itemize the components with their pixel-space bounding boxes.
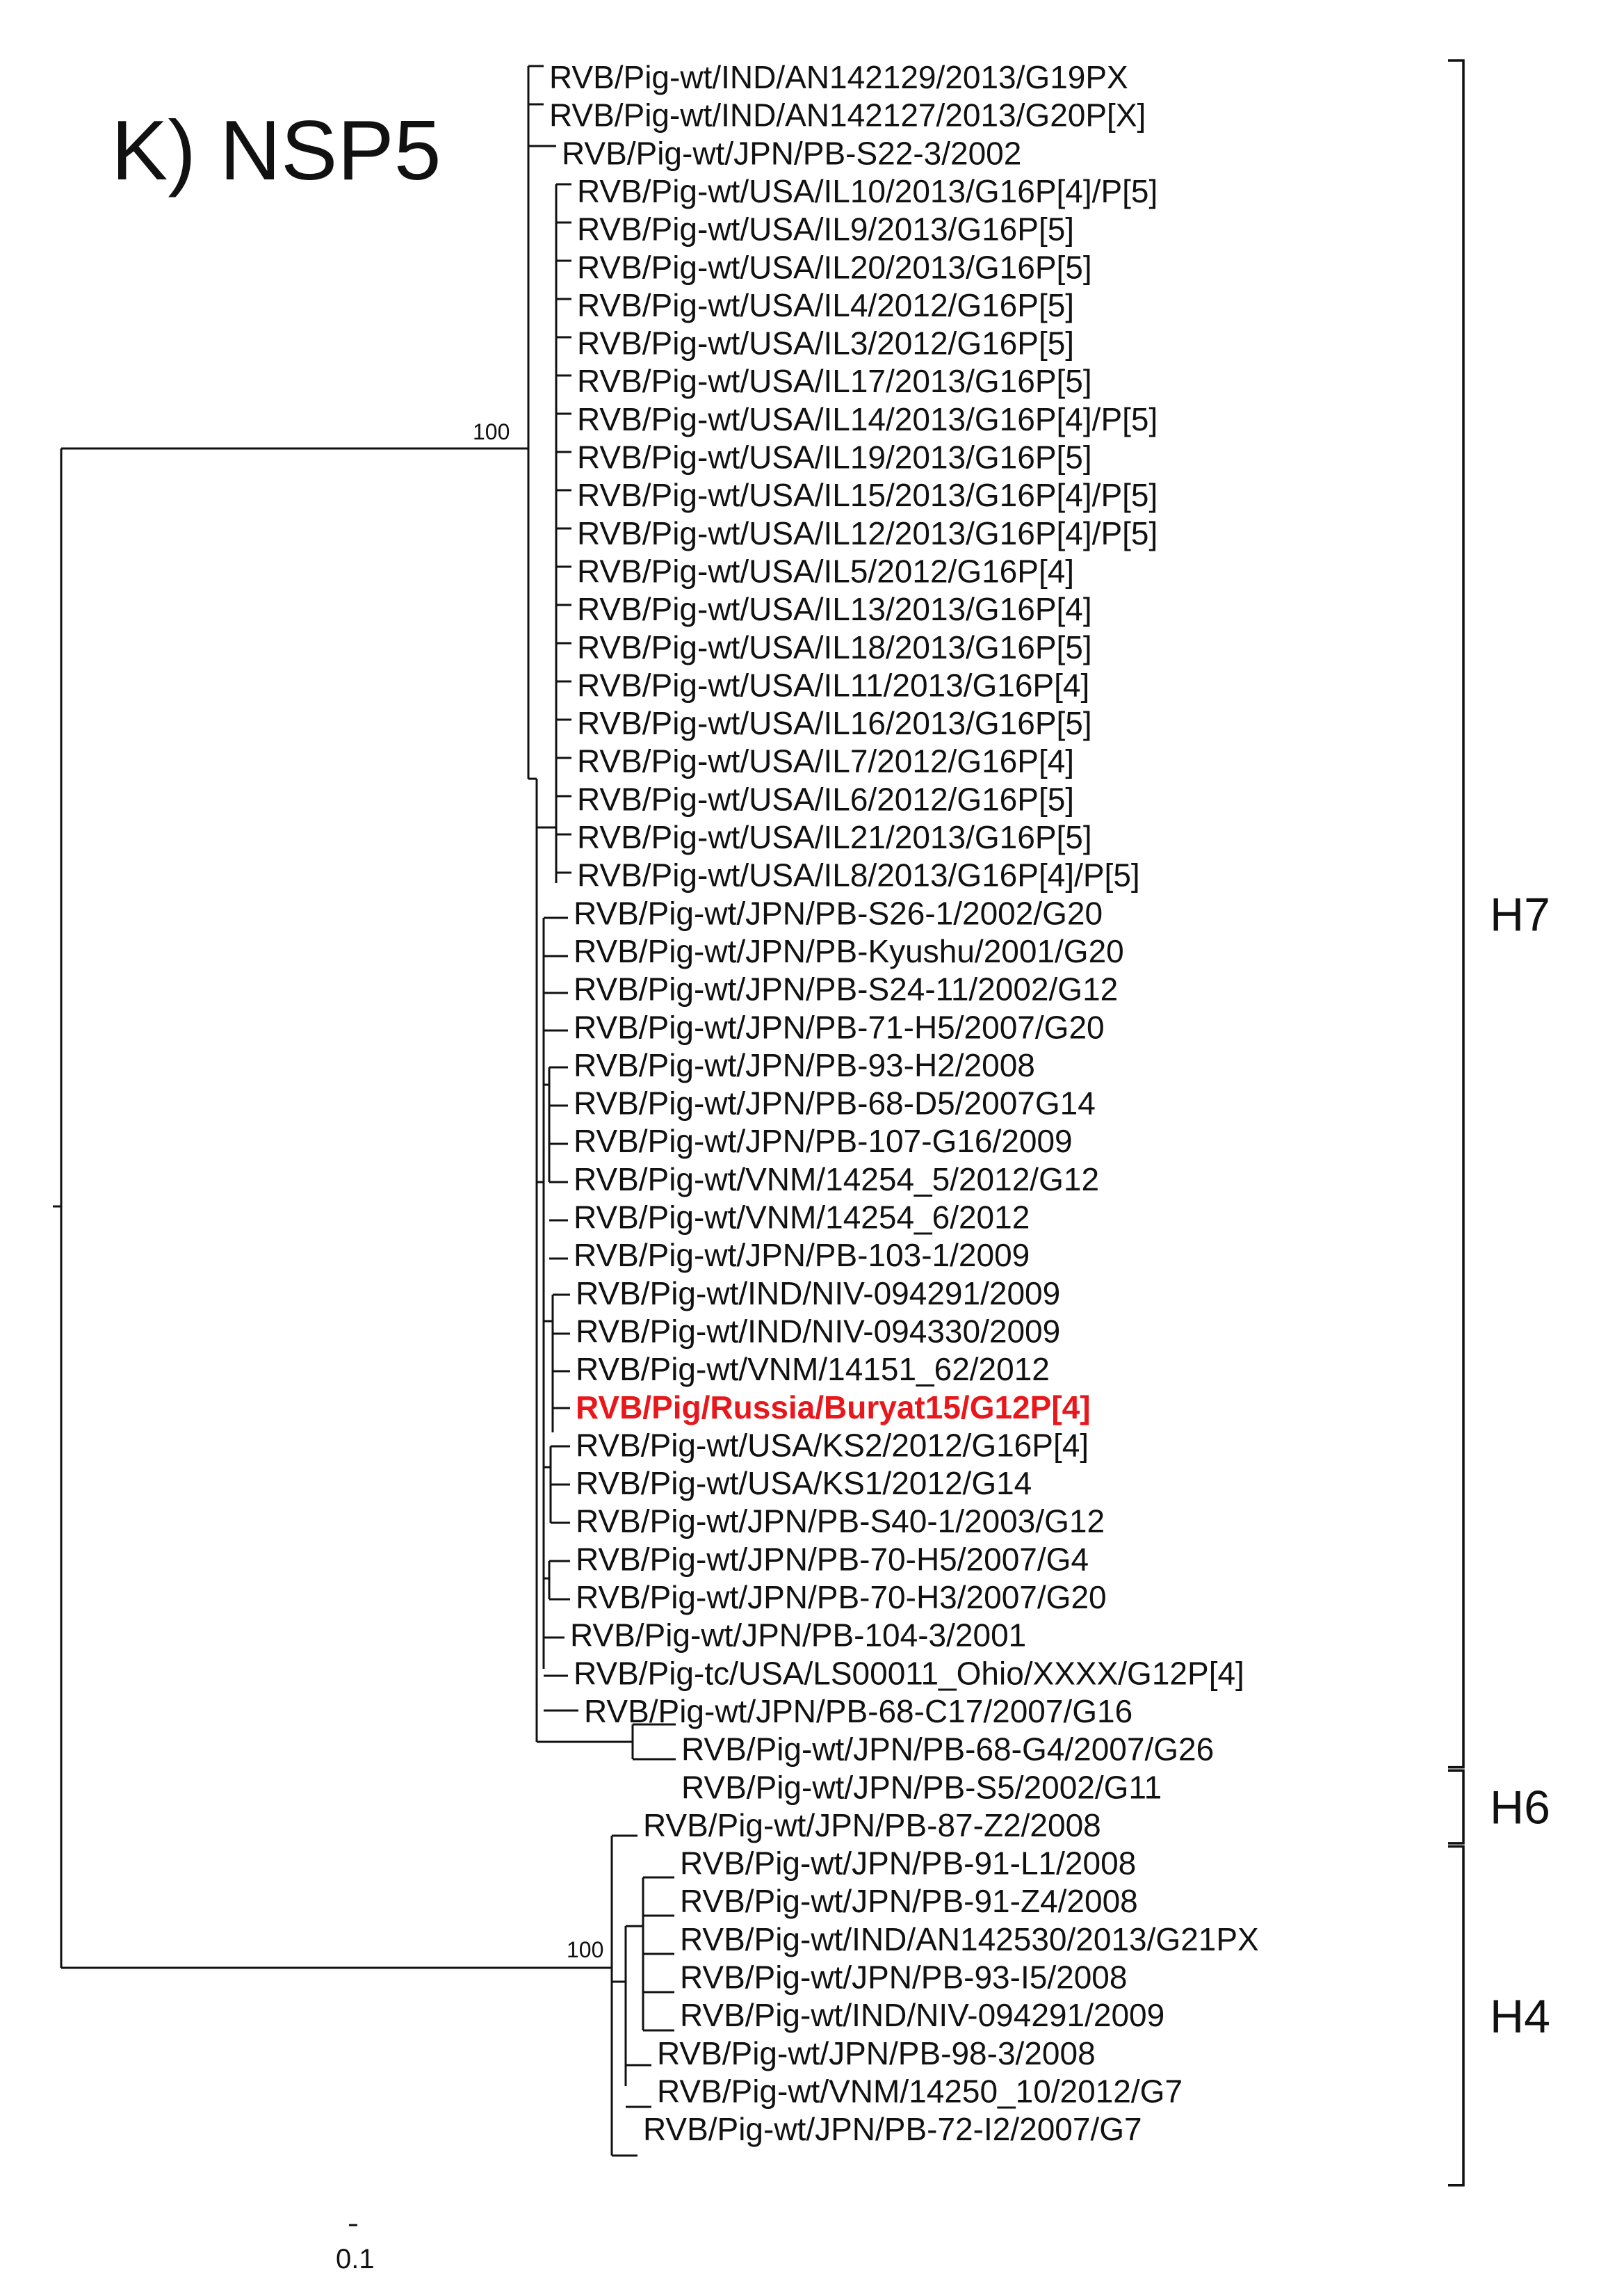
leaf-label: RVB/Pig-wt/USA/IL20/2013/G16P[5] [577, 249, 1092, 286]
leaf-label: RVB/Pig-wt/USA/IL18/2013/G16P[5] [577, 629, 1092, 665]
leaf-label: RVB/Pig-wt/IND/NIV-094291/2009 [680, 1997, 1165, 2034]
jpn-vnm-tips-a [544, 918, 568, 1030]
leaf-label: RVB/Pig-wt/USA/IL7/2012/G16P[4] [577, 743, 1075, 779]
leaf-label: RVB/Pig-wt/JPN/PB-S5/2002/G11 [681, 1769, 1162, 1806]
jpn-vnm-subclade-d [544, 1446, 570, 1523]
leaf-label: RVB/Pig-wt/JPN/PB-93-I5/2008 [680, 1959, 1128, 1996]
clade-label-h7: H7 [1490, 888, 1550, 941]
leaf-label: RVB/Pig-wt/JPN/PB-S22-3/2002 [562, 135, 1022, 172]
leaf-label: RVB/Pig-wt/JPN/PB-87-Z2/2008 [643, 1806, 1101, 1843]
leaf-label: RVB/Pig-wt/USA/IL15/2013/G16P[4]/P[5] [577, 477, 1158, 514]
leaf-label: RVB/Pig-wt/USA/IL6/2012/G16P[5] [577, 781, 1075, 818]
leaf-label: RVB/Pig-wt/USA/IL12/2013/G16P[4]/P[5] [577, 515, 1158, 551]
scale-bar [336, 2225, 375, 2274]
leaf-label: RVB/Pig-wt/JPN/PB-68-G4/2007/G26 [681, 1731, 1215, 1768]
leaf-label: RVB/Pig-wt/JPN/PB-70-H5/2007/G4 [576, 1541, 1089, 1578]
leaf-label: RVB/Pig-wt/USA/IL10/2013/G16P[4]/P[5] [577, 172, 1158, 209]
leaf-label: RVB/Pig-wt/IND/AN142129/2013/G19PX [549, 59, 1128, 95]
leaf-label: RVB/Pig-wt/USA/IL9/2013/G16P[5] [577, 211, 1075, 248]
root-branch [53, 448, 61, 1968]
jpn-vnm-subclade-c [544, 1295, 570, 1432]
leaf-label: RVB/Pig-wt/JPN/PB-98-3/2008 [657, 2035, 1096, 2071]
leaf-label: RVB/Pig-wt/IND/AN142530/2013/G21PX [680, 1921, 1259, 1957]
leaf-label: RVB/Pig-wt/JPN/PB-93-H2/2008 [574, 1046, 1035, 1083]
leaf-label: RVB/Pig-wt/JPN/PB-68-C17/2007/G16 [584, 1692, 1133, 1729]
leaf-label: RVB/Pig-wt/USA/IL17/2013/G16P[5] [577, 363, 1092, 400]
leaf-label: RVB/Pig-wt/IND/NIV-094291/2009 [576, 1275, 1061, 1311]
leaf-label: RVB/Pig-wt/USA/IL3/2012/G16P[5] [577, 325, 1075, 362]
leaf-label: RVB/Pig-wt/JPN/PB-103-1/2009 [574, 1237, 1030, 1274]
leaf-label: RVB/Pig-wt/JPN/PB-Kyushu/2001/G20 [574, 932, 1124, 969]
leaf-label: RVB/Pig-wt/USA/IL8/2013/G16P[4]/P[5] [577, 857, 1140, 894]
leaf-label: RVB/Pig-wt/JPN/PB-71-H5/2007/G20 [574, 1009, 1105, 1046]
scale-bar-label: 0.1 [336, 2244, 375, 2274]
leaf-label: RVB/Pig-wt/VNM/14254_6/2012 [574, 1199, 1030, 1236]
clade-bracket-h7 [1448, 60, 1463, 1768]
leaf-label: RVB/Pig-wt/IND/AN142127/2013/G20P[X] [549, 97, 1146, 134]
leaf-label: RVB/Pig-wt/USA/IL21/2013/G16P[5] [577, 819, 1092, 855]
leaf-label: RVB/Pig-tc/USA/LS00011_Ohio/XXXX/G12P[4] [574, 1655, 1244, 1692]
leaf-label: RVB/Pig-wt/USA/IL5/2012/G16P[4] [577, 553, 1075, 590]
leaf-label: RVB/Pig-wt/JPN/PB-91-Z4/2008 [680, 1883, 1138, 1920]
leaf-label: RVB/Pig-wt/JPN/PB-S24-11/2002/G12 [574, 971, 1119, 1008]
clade-brackets [1448, 60, 1550, 2185]
leaf-label: RVB/Pig-wt/VNM/14254_5/2012/G12 [574, 1161, 1100, 1197]
usa-il-tips [556, 184, 571, 873]
leaf-label: RVB/Pig-wt/JPN/PB-107-G16/2009 [574, 1123, 1073, 1160]
leaf-label: RVB/Pig-wt/USA/IL14/2013/G16P[4]/P[5] [577, 401, 1158, 437]
leaf-labels [549, 59, 1259, 2147]
figure-title: K) NSP5 [111, 103, 441, 197]
clade-h6-tips [633, 1724, 676, 1759]
clade-bracket-h6 [1448, 1770, 1463, 1843]
leaf-label: RVB/Pig-wt/USA/IL11/2013/G16P[4] [577, 667, 1090, 704]
leaf-label: RVB/Pig-wt/JPN/PB-S40-1/2003/G12 [576, 1503, 1105, 1539]
jpn-vnm-subclade-b [544, 1067, 568, 1259]
leaf-label: RVB/Pig-wt/IND/NIV-094330/2009 [576, 1313, 1061, 1350]
clade-label-h6: H6 [1490, 1781, 1550, 1834]
leaf-label: RVB/Pig-wt/USA/IL16/2013/G16P[5] [577, 705, 1092, 742]
leaf-label: RVB/Pig-wt/JPN/PB-S26-1/2002/G20 [574, 895, 1103, 932]
bootstrap-value-h4: 100 [567, 1937, 604, 1962]
leaf-label: RVB/Pig-wt/USA/KS1/2012/G14 [576, 1465, 1032, 1502]
leaf-label: RVB/Pig-wt/JPN/PB-70-H3/2007/G20 [576, 1579, 1107, 1615]
leaf-label: RVB/Pig-wt/USA/IL19/2013/G16P[5] [577, 439, 1092, 476]
leaf-label: RVB/Pig-wt/VNM/14151_62/2012 [576, 1351, 1050, 1388]
clade-bracket-h4 [1448, 1847, 1463, 2185]
leaf-label: RVB/Pig-wt/JPN/PB-72-I2/2007/G7 [643, 2111, 1142, 2148]
leaf-label: RVB/Pig-wt/USA/KS2/2012/G16P[4] [576, 1427, 1089, 1464]
leaf-label: RVB/Pig-wt/JPN/PB-91-L1/2008 [680, 1845, 1137, 1882]
leaf-label: RVB/Pig-wt/VNM/14250_10/2012/G7 [657, 2073, 1183, 2110]
jpn-vnm-subclade-e [544, 1561, 570, 1599]
leaf-label: RVB/Pig-wt/USA/IL4/2012/G16P[5] [577, 286, 1075, 323]
leaf-label: RVB/Pig-wt/JPN/PB-104-3/2001 [570, 1617, 1027, 1654]
leaf-label-highlighted: RVB/Pig/Russia/Buryat15/G12P[4] [576, 1389, 1091, 1425]
bootstrap-value-h7-h6: 100 [473, 419, 510, 444]
clade-label-h4: H4 [1490, 1990, 1550, 2044]
leaf-label: RVB/Pig-wt/USA/IL13/2013/G16P[4] [577, 591, 1092, 628]
leaf-label: RVB/Pig-wt/JPN/PB-68-D5/2007G14 [574, 1085, 1096, 1122]
